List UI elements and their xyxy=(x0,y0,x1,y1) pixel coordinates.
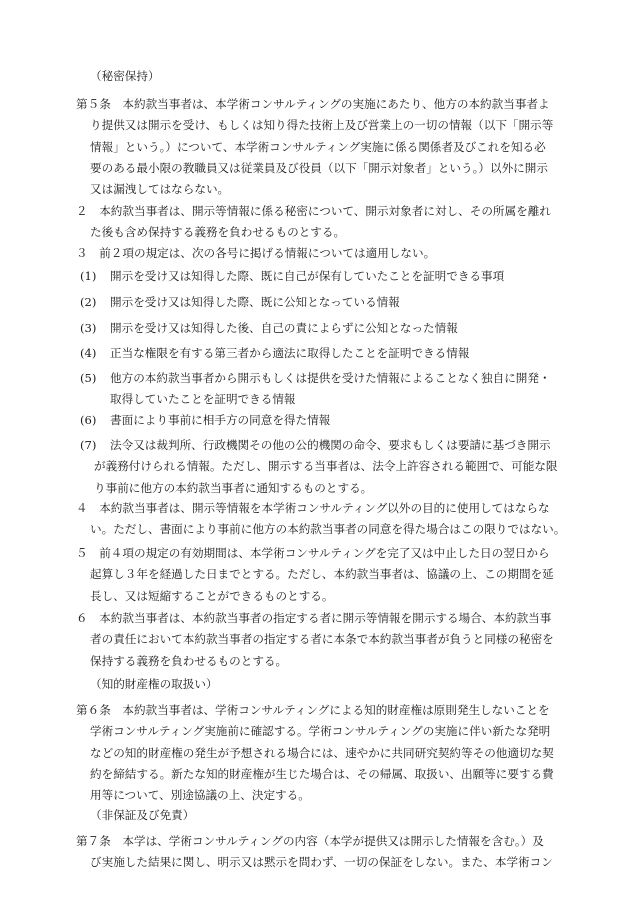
list-item xyxy=(80,292,558,313)
article-5-line: 要のある最小限の教職員又は従業員及び役員（以下「開示対象者」という。）以外に開示 xyxy=(90,160,548,175)
article-6-line: 学術コンサルティング実施前に確認する。学術コンサルティングの実施に伴い新たな発明 xyxy=(90,724,551,739)
item-number: (4) xyxy=(80,346,97,360)
list-item xyxy=(80,343,558,364)
article-7-line: び実施した結果に関し、明示又は黙示を問わず、一切の保証をしない。また、本学術コン xyxy=(90,855,553,870)
item-number: (2) xyxy=(80,295,97,309)
item-text: 開示を受け又は知得した後、自己の責によらずに公知となった情報 xyxy=(110,321,458,335)
paragraph-2 xyxy=(76,201,558,244)
article-6-line: 第６条 本約款当事者は、学術コンサルティングによる知的財産権は原則発生しないことを xyxy=(76,703,550,717)
item-number: (1) xyxy=(80,269,97,283)
list-item xyxy=(80,368,558,411)
paragraph-5-line: ５ 前４項の規定の有効期間は、本学術コンサルティングを完了又は中止した日の翌日から xyxy=(76,546,550,560)
item-number: (5) xyxy=(80,371,97,385)
article-5-line: 情報」という。）について、本学術コンサルティング実施に係る関係者及びこれを知る必 xyxy=(90,139,546,154)
item-text: 正当な権限を有する第三者から適法に取得したことを証明できる情報 xyxy=(110,346,470,360)
item-number: (6) xyxy=(80,413,97,427)
article-5 xyxy=(76,94,558,200)
paragraph-5-line: 起算し３年を経過した日までとする。ただし、本約款当事者は、協議の上、この期間を延 xyxy=(90,567,554,582)
item-text: 開示を受け又は知得した際、既に自己が保有していたことを証明できる事項 xyxy=(110,269,505,283)
paragraph-2-line: ２ 本約款当事者は、開示等情報に係る秘密について、開示対象者に対し、その所属を離れ xyxy=(76,204,551,218)
item-text: 開示を受け又は知得した際、既に公知となっている情報 xyxy=(110,295,400,309)
item-text: 他方の本約款当事者から開示もしくは提供を受けた情報によることなく独自に開発・ xyxy=(110,371,551,385)
article-5-line: 又は漏洩してはならない。 xyxy=(90,182,230,197)
article-5-line: り提供又は開示を受け、もしくは知り得た技術上及び営業上の一切の情報（以下「開示等 xyxy=(90,118,554,133)
item-number: (7) xyxy=(80,438,97,452)
article-6 xyxy=(76,700,558,806)
paragraph-4-line: い。ただし、書面により事前に他方の本約款当事者の同意を得た場合はこの限りではない。 xyxy=(90,522,566,537)
paragraph-5 xyxy=(76,543,558,607)
list-item xyxy=(80,318,558,339)
heading-non-warranty: （非保証及び免責） xyxy=(90,808,195,822)
paragraph-6 xyxy=(76,608,558,672)
article-6-line: 約を締結する。新たな知的財産権が生じた場合は、その帰属、取扱い、出願等に要する費 xyxy=(90,766,554,781)
article-7 xyxy=(76,831,558,874)
paragraph-6-line: 保持する義務を負わせるものとする。 xyxy=(90,653,288,668)
heading-secrecy: （秘密保持） xyxy=(90,69,160,83)
paragraph-5-line: 長し、又は短縮することができるものとする。 xyxy=(90,588,334,603)
paragraph-6-line: 者の責任において本約款当事者の指定する者に本条で本約款当事者が負うと同様の秘密を xyxy=(90,632,554,647)
item-text: 書面により事前に相手方の同意を得た情報 xyxy=(110,413,331,427)
item-text: 取得していたことを証明できる情報 xyxy=(110,392,296,407)
article-6-line: などの知的財産権の発生が予想される場合には、速やかに共同研究契約等その他適切な契 xyxy=(90,745,554,760)
list-item xyxy=(80,410,558,431)
paragraph-4 xyxy=(76,498,566,541)
article-7-line: 第７条 本学は、学術コンサルティングの内容（本学が提供又は開示した情報を含む。）及 xyxy=(76,834,544,848)
item-text: り事前に他方の本約款当事者に通知するものとする。 xyxy=(94,480,373,495)
paragraph-6-line: ６ 本約款当事者は、本約款当事者の指定する者に開示等情報を開示する場合、本約款当事 xyxy=(76,611,552,625)
list-item xyxy=(80,266,558,287)
item-text: 法令又は裁判所、行政機関その他の公的機関の命令、要求もしくは要請に基づき開示 xyxy=(110,438,551,452)
item-number: (3) xyxy=(80,321,97,335)
paragraph-3 xyxy=(76,243,558,264)
paragraph-3-line: ３ 前２項の規定は、次の各号に掲げる情報については適用しない。 xyxy=(76,246,436,260)
list-item xyxy=(80,435,558,499)
paragraph-2-line: た後も含め保持する義務を負わせるものとする。 xyxy=(90,225,346,240)
article-6-line: 用等について、別途協議の上、決定する。 xyxy=(90,788,310,803)
heading-intellectual-property: （知的財産権の取扱い） xyxy=(90,677,218,691)
item-text: が義務付けられる情報。ただし、開示する当事者は、法令上許容される範囲で、可能な限 xyxy=(94,459,558,474)
article-5-line: 第５条 本約款当事者は、本学術コンサルティングの実施にあたり、他方の本約款当事者よ xyxy=(76,97,550,111)
paragraph-4-line: ４ 本約款当事者は、開示等情報を本学術コンサルティング以外の目的に使用してはならな xyxy=(76,501,550,515)
